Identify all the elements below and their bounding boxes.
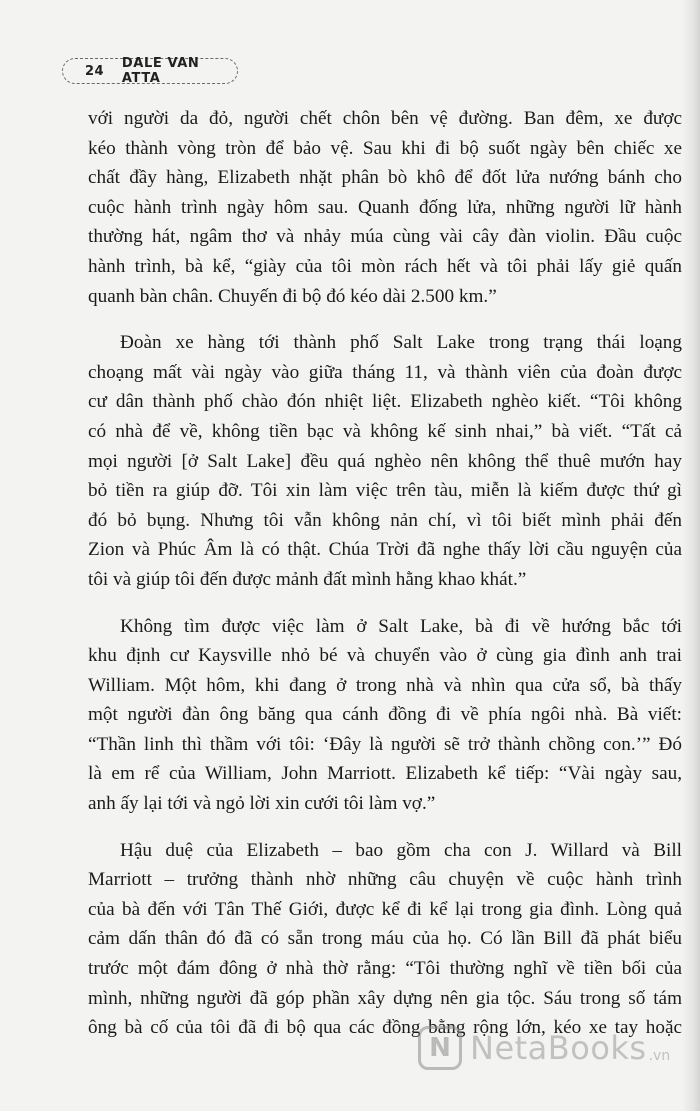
page-spine-shadow xyxy=(682,0,700,1111)
text-line: đó bỏ bụng. Nhưng tôi vẫn không nản chí, vì tôi biết mình phải đến xyxy=(88,509,682,531)
text-line: một người đàn ông băng qua cánh đồng đi về phía ngôi nhà. Bà viết: xyxy=(88,704,682,726)
text-line: với người da đỏ, người chết chôn bên vệ đường. Ban đêm, xe được xyxy=(88,108,682,129)
text-line: tôi và giúp tôi đến được mảnh đất mình hằng khao khát.” xyxy=(88,568,527,590)
text-line: cuộc hành trình ngày hôm sau. Quanh đống lửa, những người lữ hành xyxy=(88,196,682,218)
text-line: mọi người [ở Salt Lake] đều quá nghèo nên không thể thuê mướn hay xyxy=(88,450,682,472)
text-line: thường hát, ngâm thơ và nhảy múa cùng vài cây đàn violin. Đầu cuộc xyxy=(88,226,682,248)
text-line: Zion và Phúc Âm là có thật. Chúa Trời đã nghe thấy lời cầu nguyện của xyxy=(88,539,682,561)
text-line: của bà đến với Tân Thế Giới, được kể đi kể lại trong gia đình. Lòng quả xyxy=(88,898,682,920)
page-number: 24 xyxy=(85,63,104,79)
text-line: anh ấy lại tới và ngỏ lời xin cưới tôi làm vợ.” xyxy=(88,793,436,815)
netabooks-logo-icon: N xyxy=(418,1026,462,1070)
text-line: ông bà cố của tôi đã đi bộ qua các đồng bằng rộng lớn, kéo xe tay hoặc xyxy=(88,1017,682,1039)
running-head-author: DALE VAN ATTA xyxy=(121,56,200,86)
paragraph-gap xyxy=(88,595,682,612)
paragraph xyxy=(88,612,682,819)
text-line: “Thần linh thì thầm với tôi: ‘Đây là người sẽ trở thành chồng con.’” Đó xyxy=(88,733,682,755)
page-header xyxy=(62,58,238,84)
text-line: Đoàn xe hàng tới thành phố Salt Lake trong trạng thái loạng xyxy=(120,332,682,354)
text-line: choạng mất vài ngày vào giữa tháng 11, và thành viên của đoàn được xyxy=(88,361,682,383)
text-line: bỏ tiền ra giúp đỡ. Tôi xin làm việc trên tàu, miễn là kiếm được thứ gì xyxy=(88,480,682,502)
paragraph xyxy=(88,836,682,1043)
text-line: chất đầy hàng, Elizabeth nhặt phân bò khô để đốt lửa nướng bánh cho xyxy=(88,167,682,189)
paragraph xyxy=(88,328,682,594)
paragraph-gap xyxy=(88,311,682,328)
text-line: William. Một hôm, khi đang ở trong nhà và nhìn qua cửa sổ, bà thấy xyxy=(88,674,682,696)
text-line: cư dân thành phố chào đón nhiệt liệt. Elizabeth nghèo kiết. “Tôi không xyxy=(88,391,682,413)
text-line: quanh bàn chân. Chuyến đi bộ đó kéo dài 2.500 km.” xyxy=(88,285,497,307)
text-line: mình, những người đã góp phần xây dựng nên gia tộc. Sáu trong số tám xyxy=(88,987,682,1009)
text-line: có nhà để về, không tiền bạc và không kế sinh nhai,” bà viết. “Tất cả xyxy=(88,420,682,442)
text-line: Không tìm được việc làm ở Salt Lake, bà đi về hướng bắc tới xyxy=(120,615,682,637)
text-line: Hậu duệ của Elizabeth – bao gồm cha con J. Willard và Bill xyxy=(120,839,682,861)
paragraph xyxy=(88,104,682,311)
watermark xyxy=(418,1020,670,1076)
watermark-brand: NetaBooks xyxy=(470,1029,647,1067)
paragraph-gap xyxy=(88,819,682,836)
watermark-tld: .vn xyxy=(648,1048,671,1064)
text-line: kéo thành vòng tròn để bảo vệ. Sau khi đi bộ suốt ngày bên chiếc xe xyxy=(88,137,682,159)
text-line: khu định cư Kaysville nhỏ bé và chuyển vào ở cùng gia đình anh trai xyxy=(88,645,682,667)
text-line: hành trình, bà kể, “giày của tôi mòn rách hết và tôi phải lấy giẻ quấn xyxy=(88,255,682,277)
body-text xyxy=(88,104,682,1043)
text-line: Marriott – trưởng thành nhờ những câu chuyện về cuộc hành trình xyxy=(88,869,682,891)
text-line: là em rể của William, John Marriott. Elizabeth kể tiếp: “Vài ngày sau, xyxy=(88,763,682,785)
text-line: trước một đám đông ở nhà thờ rằng: “Tôi thường nghĩ về tiền bối của xyxy=(88,958,682,980)
text-line: cảm dấn thân đó đã có sẵn trong máu của họ. Có lần Bill đã phát biểu xyxy=(88,928,682,950)
